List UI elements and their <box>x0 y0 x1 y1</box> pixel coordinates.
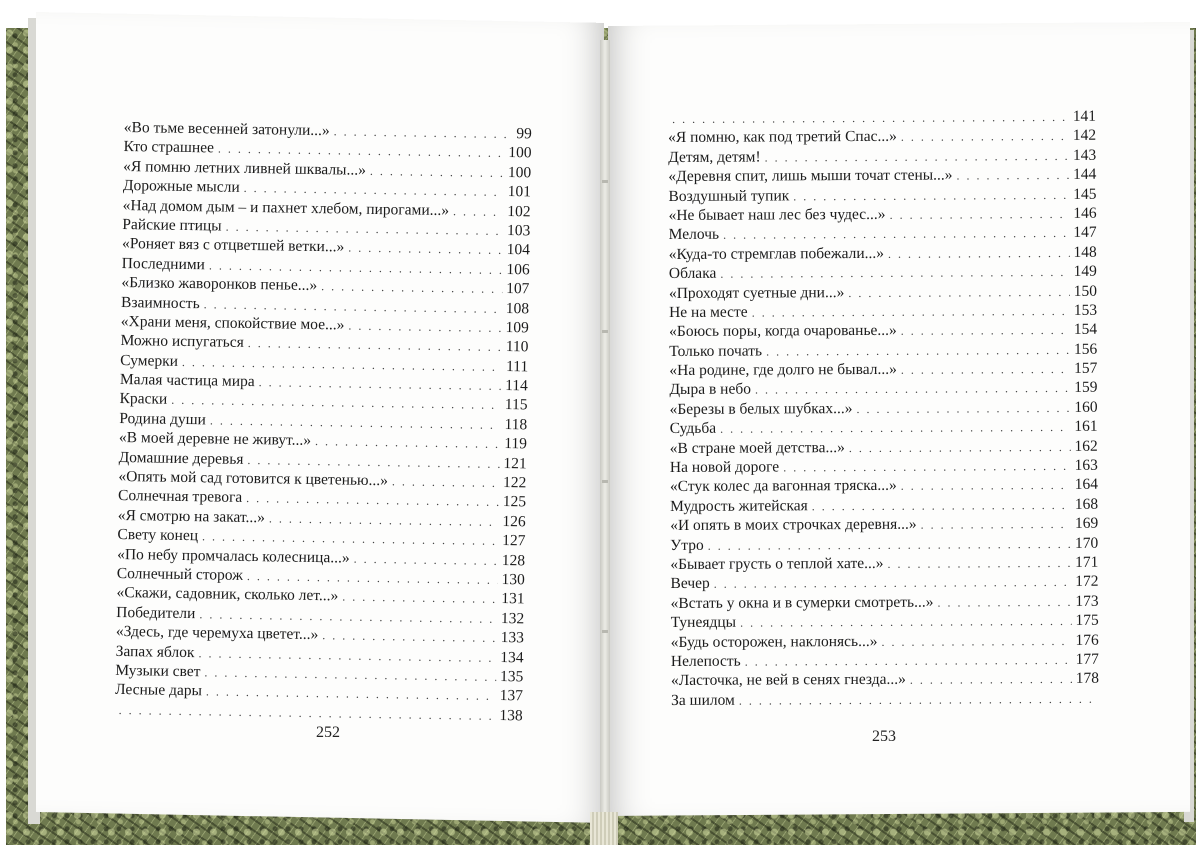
toc-entry-title: «Не бывает наш лес без чудес...» <box>668 205 886 224</box>
toc-entry-page: 127 <box>502 532 526 550</box>
toc-entry-page: 118 <box>504 415 528 434</box>
toc-entry-title: «Проходят суетные дни...» <box>668 283 845 302</box>
toc-entry-page: 175 <box>1075 611 1099 630</box>
toc-entry <box>668 147 1096 169</box>
dot-leader <box>182 355 502 375</box>
page-number-right: 253 <box>872 728 896 745</box>
toc-entry-page: 170 <box>1074 534 1099 552</box>
binding-stitch <box>602 180 608 183</box>
toc-entry-page: 141 <box>1072 107 1097 125</box>
table-of-contents-left <box>115 119 532 726</box>
toc-entry-title: Тунеядцы <box>670 613 737 632</box>
dot-leader <box>901 478 1071 494</box>
dot-leader <box>937 595 1071 611</box>
toc-entry-title: «В моей деревне не живут...» <box>118 429 312 450</box>
toc-entry-title: «Здесь, где черемуха цветет...» <box>115 623 319 644</box>
toc-entry-title: Лесные дары <box>114 681 203 700</box>
dot-leader <box>765 149 1069 166</box>
toc-entry <box>669 340 1097 362</box>
toc-entry-page: 157 <box>1074 359 1098 377</box>
binding-stitch <box>602 630 608 633</box>
toc-entry <box>669 360 1097 382</box>
dot-leader <box>881 633 1071 649</box>
binding-stitch <box>602 480 608 483</box>
toc-entry-title: Сумерки <box>120 351 179 370</box>
toc-entry <box>671 689 1099 711</box>
dot-leader <box>171 393 501 413</box>
toc-entry-title: «Во тьме весенней затонули...» <box>123 119 330 140</box>
dot-leader <box>848 284 1069 300</box>
toc-entry <box>670 573 1098 595</box>
toc-entry-page: 149 <box>1073 262 1097 281</box>
toc-entry-title: Детям, детям! <box>668 148 761 166</box>
dot-leader <box>354 551 498 568</box>
toc-entry-page: 147 <box>1073 224 1097 242</box>
toc-entry-title: Солнечная тревога <box>117 487 243 507</box>
dot-leader <box>856 401 1070 417</box>
toc-entry-title: Утро <box>670 536 704 554</box>
toc-entry-page: 142 <box>1072 127 1097 145</box>
toc-entry-page: 119 <box>504 435 528 453</box>
toc-entry-page: 107 <box>505 280 530 298</box>
toc-entry-page: 172 <box>1075 573 1099 591</box>
dot-leader <box>202 529 498 549</box>
dot-leader <box>723 226 1069 243</box>
dot-leader <box>204 665 496 685</box>
toc-entry-title: «По небу промчалась колесница...» <box>117 545 350 567</box>
toc-entry-title: Дыра в небо <box>669 381 752 399</box>
toc-entry-title: «Березы в белых шубках...» <box>669 399 853 418</box>
dot-leader <box>247 453 499 472</box>
toc-entry-title: «Ласточка, не вей в сенях гнезда...» <box>670 671 906 690</box>
toc-entry <box>668 185 1096 207</box>
dot-leader <box>849 440 1071 456</box>
toc-entry-title: За шилом <box>671 691 735 709</box>
toc-entry-title: «Над домом дым – и пахнет хлебом, пирогами...» <box>122 196 450 219</box>
dot-leader <box>672 110 1069 127</box>
toc-entry-page: 128 <box>501 551 526 569</box>
toc-entry-title: «Скажи, садовник, сколько лет...» <box>116 584 339 605</box>
toc-entry-page: 109 <box>505 318 529 337</box>
dot-leader <box>248 336 502 355</box>
dot-leader <box>226 220 504 239</box>
toc-entry-page: 168 <box>1074 495 1099 513</box>
toc-entry-title: Дорожные мысли <box>122 177 240 196</box>
toc-entry <box>669 205 1097 227</box>
toc-entry-page: 115 <box>504 396 528 414</box>
toc-entry <box>668 166 1096 188</box>
toc-entry <box>669 224 1097 246</box>
toc-entry-page: 103 <box>506 221 531 240</box>
toc-entry-page: 162 <box>1074 437 1098 455</box>
toc-entry-page: 160 <box>1074 398 1098 416</box>
dot-leader <box>321 279 502 297</box>
dot-leader <box>210 413 501 433</box>
toc-entry-title: Воздушный тупик <box>668 186 790 205</box>
toc-entry-page: 163 <box>1074 456 1098 474</box>
toc-entry-title: Свету конец <box>117 526 199 545</box>
toc-entry-title: Последними <box>121 254 206 274</box>
toc-entry <box>669 263 1097 285</box>
toc-entry-title: Домашние деревья <box>118 448 244 468</box>
dot-leader <box>269 511 499 530</box>
toc-entry-title: Солнечный сторож <box>116 564 244 584</box>
toc-entry-title: Райские птицы <box>122 215 222 235</box>
toc-entry-title: Родина души <box>119 409 207 429</box>
dot-leader <box>348 241 503 258</box>
toc-entry-title: Победители <box>116 603 196 622</box>
toc-entry-page: 144 <box>1073 165 1097 184</box>
toc-entry-page: 101 <box>507 183 532 201</box>
dot-leader <box>218 142 505 161</box>
dot-leader <box>739 691 1095 708</box>
toc-entry <box>669 243 1097 265</box>
toc-entry-title: На новой дороге <box>669 458 780 477</box>
toc-entry-title: Музыки свет <box>115 661 201 681</box>
dot-leader <box>755 381 1070 398</box>
dot-leader <box>198 646 496 666</box>
toc-entry <box>670 515 1098 537</box>
toc-entry <box>669 379 1097 401</box>
dot-leader <box>745 653 1072 670</box>
dot-leader <box>370 164 504 181</box>
dot-leader <box>793 187 1069 203</box>
toc-entry-title: Вечер <box>670 575 710 593</box>
toc-entry-page: 153 <box>1073 301 1098 319</box>
dot-leader <box>783 459 1071 476</box>
dot-leader <box>890 207 1070 223</box>
toc-entry-title: «Куда-то стремглав побежали...» <box>668 244 885 263</box>
toc-entry-page: 156 <box>1073 340 1098 358</box>
dot-leader <box>119 703 496 724</box>
toc-entry-page: 169 <box>1074 514 1099 533</box>
dot-leader <box>740 614 1071 631</box>
toc-entry-title: Нелепость <box>670 652 741 670</box>
toc-entry-page: 178 <box>1075 670 1100 688</box>
dot-leader <box>910 672 1072 688</box>
toc-entry <box>671 593 1099 615</box>
toc-entry-page: 154 <box>1073 321 1098 339</box>
toc-entry-page: 171 <box>1075 553 1099 571</box>
toc-entry <box>671 670 1099 692</box>
toc-entry-title: Можно испугаться <box>120 332 244 352</box>
toc-entry-page: 173 <box>1075 592 1099 610</box>
toc-entry-page: 133 <box>500 629 525 647</box>
toc-entry-page: 102 <box>507 202 531 220</box>
toc-entry-page: 177 <box>1075 650 1099 668</box>
toc-entry <box>670 457 1098 479</box>
toc-entry-title: «Опять мой сад готовится к цветенью...» <box>118 467 389 490</box>
toc-entry <box>668 108 1096 130</box>
toc-entry <box>670 534 1098 556</box>
dot-leader <box>348 318 501 335</box>
dot-leader <box>901 129 1069 145</box>
toc-entry <box>669 321 1097 343</box>
toc-entry-page: 143 <box>1072 146 1097 164</box>
toc-entry-title: «Я помню, как под третий Спас...» <box>668 128 897 147</box>
dot-leader <box>204 297 502 317</box>
toc-entry-page: 150 <box>1073 282 1097 300</box>
dot-leader <box>901 323 1070 339</box>
dot-leader <box>921 517 1071 533</box>
toc-entry-title: «Бывает грусть о теплой хате...» <box>670 554 884 573</box>
toc-entry-title: «Близко жаворонков пенье...» <box>121 274 318 295</box>
toc-entry-page: 99 <box>516 125 532 143</box>
toc-entry-title: «Храни меня, спокойствие мое...» <box>120 312 345 334</box>
toc-entry-title: «Стук колес да вагонная тряска...» <box>669 477 897 496</box>
toc-entry-title: «Деревня спит, лишь мыши точат стены...» <box>668 166 953 186</box>
toc-entry <box>670 399 1098 421</box>
dot-leader <box>259 375 502 394</box>
toc-entry-page: 176 <box>1075 631 1099 649</box>
toc-entry-page: 130 <box>501 570 525 589</box>
dot-leader <box>720 265 1069 282</box>
toc-entry-page: 148 <box>1073 243 1097 261</box>
dot-leader <box>708 536 1071 553</box>
toc-entry-title: «Я помню летних ливней шквалы...» <box>123 157 367 179</box>
dot-leader <box>247 569 498 588</box>
toc-entry <box>670 496 1098 518</box>
dot-leader <box>812 498 1071 514</box>
table-of-contents-right <box>668 108 1099 711</box>
toc-entry-page: 104 <box>506 241 531 259</box>
toc-entry <box>670 554 1098 576</box>
toc-entry-page: 134 <box>500 648 524 666</box>
dot-leader <box>956 168 1069 184</box>
toc-entry-title: «И опять в моих строчках деревня...» <box>670 515 917 535</box>
toc-entry-title: Судьба <box>669 420 717 438</box>
binding-stitch <box>602 330 608 333</box>
dot-leader <box>244 181 504 200</box>
toc-entry <box>669 302 1097 324</box>
book-gutter <box>600 40 610 830</box>
toc-entry-page: 137 <box>499 687 524 705</box>
toc-entry-page: 111 <box>505 357 529 376</box>
dot-leader <box>322 628 497 646</box>
bookmark-ribbon <box>590 812 618 845</box>
toc-entry <box>669 282 1097 304</box>
toc-entry-page: 110 <box>505 338 529 356</box>
toc-entry-title: «Будь осторожен, наклонясь...» <box>670 632 878 651</box>
dot-leader <box>752 304 1070 321</box>
dot-leader <box>315 434 500 452</box>
toc-entry-title: Облака <box>668 264 717 283</box>
toc-entry-page: 159 <box>1074 379 1098 397</box>
toc-entry <box>670 476 1098 498</box>
toc-entry-title: «Боюсь поры, когда очарованье...» <box>669 322 897 341</box>
toc-entry-title: «Я смотрю на закат...» <box>117 506 266 527</box>
toc-entry-title: Краски <box>119 390 168 409</box>
toc-entry <box>671 631 1099 653</box>
toc-entry-page: 125 <box>502 493 527 511</box>
toc-entry-page: 100 <box>507 163 532 182</box>
toc-entry-title: Мелочь <box>668 226 720 244</box>
page-number-left: 252 <box>316 724 340 741</box>
toc-entry <box>668 127 1096 149</box>
toc-entry-page: 114 <box>505 377 528 395</box>
toc-entry-page: 145 <box>1073 185 1097 203</box>
toc-entry-page: 161 <box>1074 418 1098 436</box>
toc-entry-page: 131 <box>501 590 525 608</box>
dot-leader <box>766 343 1070 360</box>
toc-entry-title: «Встать у окна и в сумерки смотреть...» <box>670 593 934 612</box>
dot-leader <box>392 474 499 491</box>
dot-leader <box>206 685 496 705</box>
toc-entry-page: 121 <box>503 454 527 473</box>
dot-leader <box>453 204 504 220</box>
dot-leader <box>246 491 499 510</box>
toc-entry <box>670 437 1098 459</box>
dot-leader <box>209 258 503 278</box>
dot-leader <box>720 420 1070 437</box>
toc-entry-title: Кто страшнее <box>123 138 215 157</box>
toc-entry-page: 138 <box>499 706 523 725</box>
toc-entry-page: 164 <box>1074 476 1099 494</box>
toc-entry-title: Малая частица мира <box>119 371 255 391</box>
toc-entry-page: 146 <box>1073 204 1097 222</box>
toc-entry-page: 132 <box>500 609 525 628</box>
toc-entry-page: 108 <box>505 299 530 317</box>
toc-entry-title: «Роняет вяз с отцветшей ветки...» <box>121 235 345 256</box>
toc-entry-page: 135 <box>499 667 524 686</box>
toc-entry-page: 122 <box>502 474 527 492</box>
toc-entry-title: Взаимность <box>120 293 200 312</box>
toc-entry-title: «В стране моей детства...» <box>669 438 845 457</box>
toc-entry <box>671 651 1099 673</box>
toc-entry-title: Мудрость житейская <box>670 497 808 515</box>
toc-entry-page: 106 <box>506 260 530 279</box>
dot-leader <box>887 556 1071 572</box>
toc-entry <box>670 418 1098 440</box>
toc-entry-page: 126 <box>502 512 526 531</box>
dot-leader <box>888 246 1070 262</box>
dot-leader <box>199 607 497 627</box>
dot-leader <box>714 575 1072 592</box>
toc-entry <box>671 612 1099 634</box>
toc-entry-page: 100 <box>508 144 532 162</box>
toc-entry-title: Запах яблок <box>115 642 195 661</box>
dot-leader <box>901 362 1070 378</box>
dot-leader <box>342 590 497 607</box>
toc-entry-title: «На родине, где долго не бывал...» <box>669 360 897 380</box>
dot-leader <box>334 124 513 142</box>
toc-entry-title: Только почать <box>669 342 763 360</box>
toc-entry-title: Не на месте <box>669 303 748 321</box>
